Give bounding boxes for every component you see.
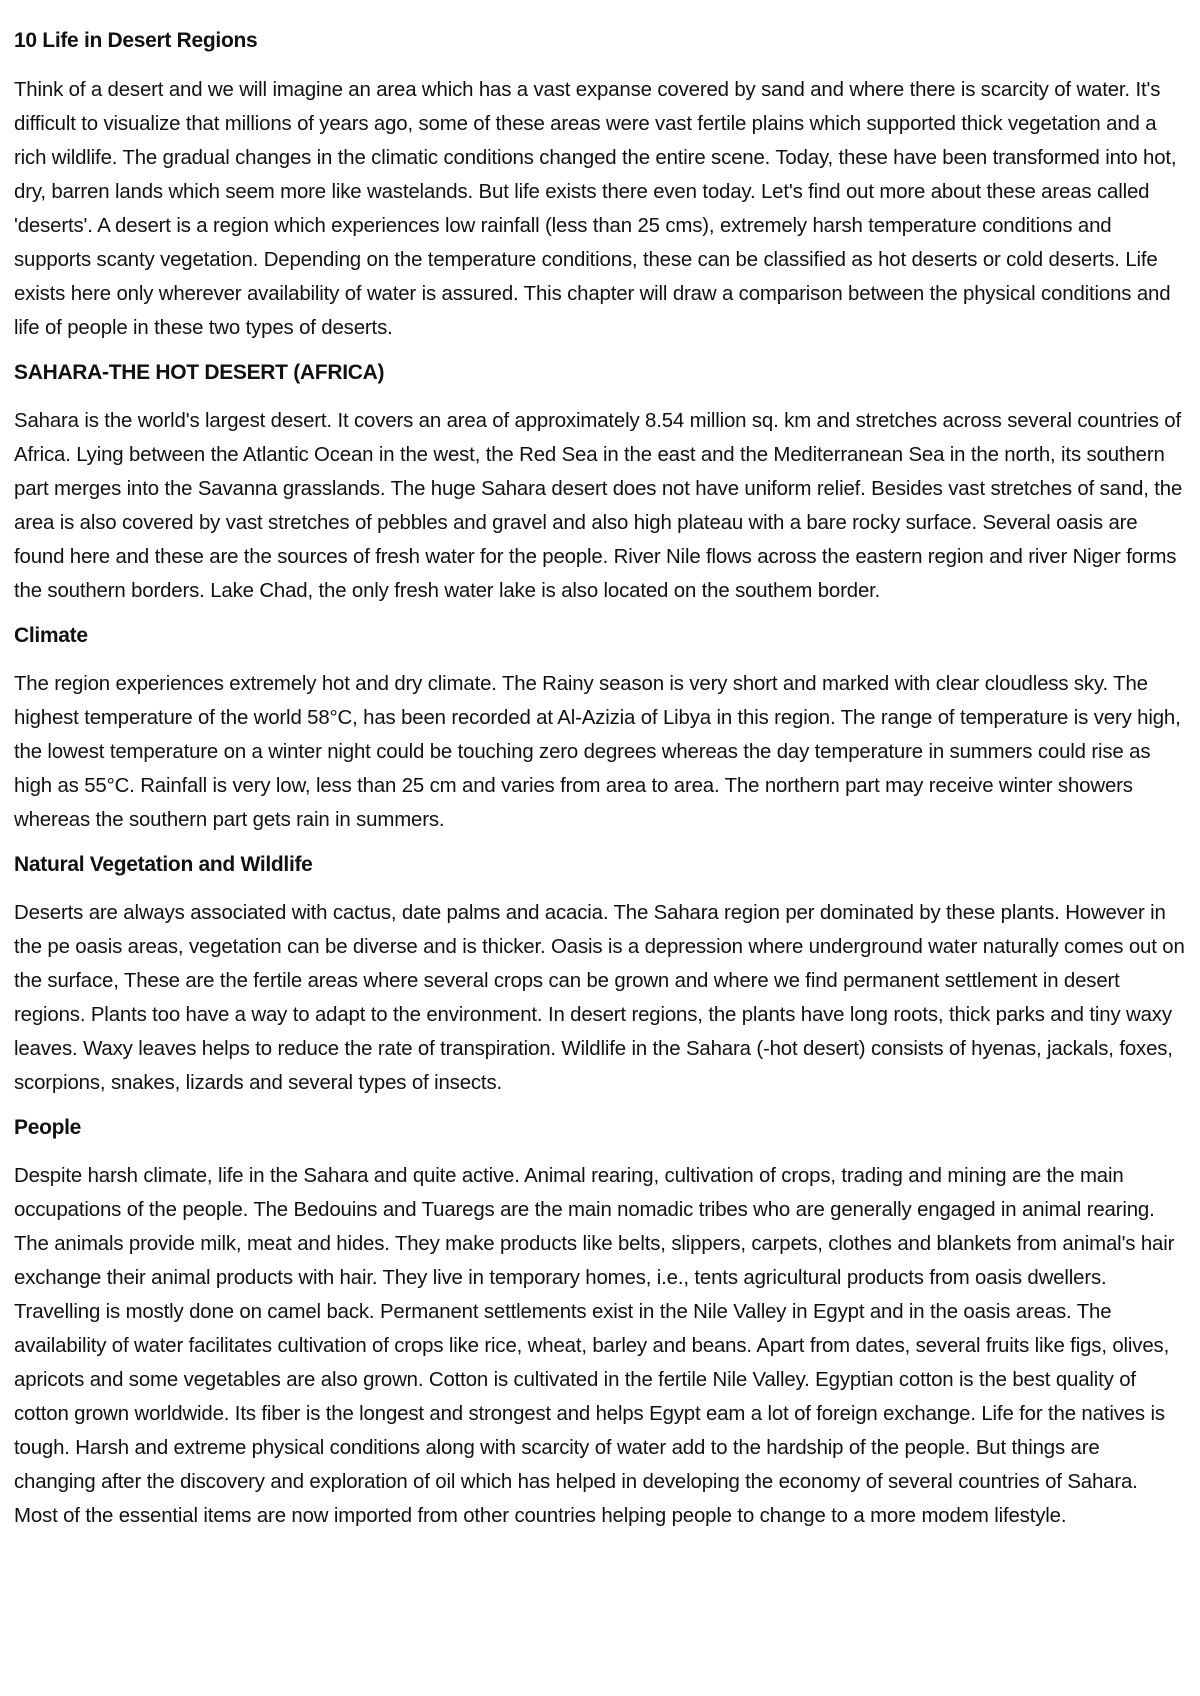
chapter-title: 10 Life in Desert Regions — [14, 29, 258, 52]
section-paragraph-climate: The region experiences extremely hot and dry climate. The Rainy season is very short and marked with clear cloudless sky. The highest temperature of the world 58°C, has been recorded at Al-Azizia of Libya in this region. The range of temperature is very high, the lowest temperature on a winter night could be touching zero degrees whereas the day temperature in summers could rise as high as 55°C. Rainfall is very low, less than 25 cm and varies from area to area. The northern part may receive winter showers whereas the southern part gets rain in summers. — [14, 673, 1181, 831]
intro-paragraph: Think of a desert and we will imagine an area which has a vast expanse covered by sand and where there is scarcity of water. It's difficult to visualize that millions of years ago, some of these areas were vast fertile plains which supported thick vegetation and a rich wildlife. The gradual changes in the climatic conditions changed the entire scene. Today, these have been transformed into hot, dry, barren lands which seem more like wastelands. But life exists there even today. Let's find out more about these areas called 'deserts'. A desert is a region which experiences low rainfall (less than 25 cms), extremely harsh temperature conditions and supports scanty vegetation. Depending on the temperature conditions, these can be classified as hot deserts or cold deserts. Life exists here only wherever availability of water is assured. This chapter will draw a comparison between the physical conditions and life of people in these two types of deserts. — [14, 79, 1177, 339]
section-paragraph-sahara: Sahara is the world's largest desert. It covers an area of approximately 8.54 million sq. km and stretches across several countries of Africa. Lying between the Atlantic Ocean in the west, the Red Sea in the east and the Mediterranean Sea in the north, its southern part merges into the Savanna grasslands. The huge Sahara desert does not have uniform relief. Besides vast stretches of sand, the area is also covered by vast stretches of pebbles and gravel and also high plateau with a bare rocky surface. Several oasis are found here and these are the sources of fresh water for the people. River Nile flows across the eastern region and river Niger forms the southern borders. Lake Chad, the only fresh water lake is also located on the southem border. — [14, 410, 1183, 602]
section-heading-climate: Climate — [14, 624, 88, 647]
section-heading-people: People — [14, 1116, 82, 1139]
section-paragraph-people: Despite harsh climate, life in the Sahara and quite active. Animal rearing, cultivation of crops, trading and mining are the main occupations of the people. The Bedouins and Tuaregs are the main nomadic tribes who are generally engaged in animal rearing. The animals provide milk, meat and hides. They make products like belts, slippers, carpets, clothes and blankets from animal's hair exchange their animal products with hair. They live in temporary homes, i.e., tents agricultural products from oasis dwellers. Travelling is mostly done on camel back. Permanent settlements exist in the Nile Valley in Egypt and in the oasis areas. The availability of water facilitates cultivation of crops like rice, wheat, barley and beans. Apart from dates, several fruits like figs, olives, apricots and some vegetables are also grown. Cotton is cultivated in the fertile Nile Valley. Egyptian cotton is the best quality of cotton grown worldwide. Its fiber is the longest and strongest and helps Egypt eam a lot of foreign exchange. Life for the natives is tough. Harsh and extreme physical conditions along with scarcity of water add to the hardship of the people. But things are changing after the discovery and exploration of oil which has helped in developing the economy of several countries of Sahara. Most of the essential items are now imported from other countries helping people to change to a more modem lifestyle. — [14, 1165, 1175, 1527]
section-heading-sahara: SAHARA-THE HOT DESERT (AFRICA) — [14, 361, 385, 384]
section-heading-vegetation: Natural Vegetation and Wildlife — [14, 853, 313, 876]
section-paragraph-vegetation: Deserts are always associated with cactus, date palms and acacia. The Sahara region per dominated by these plants. However in the pe oasis areas, vegetation can be diverse and is thicker. Oasis is a depression where underground water naturally comes out on the surface, These are the fertile areas where several crops can be grown and where we find permanent settlement in desert regions. Plants too have a way to adapt to the environment. In desert regions, the plants have long roots, thick parks and tiny waxy leaves. Waxy leaves helps to reduce the rate of transpiration. Wildlife in the Sahara (-hot desert) consists of hyenas, jackals, foxes, scorpions, snakes, lizards and several types of insects. — [14, 902, 1185, 1094]
